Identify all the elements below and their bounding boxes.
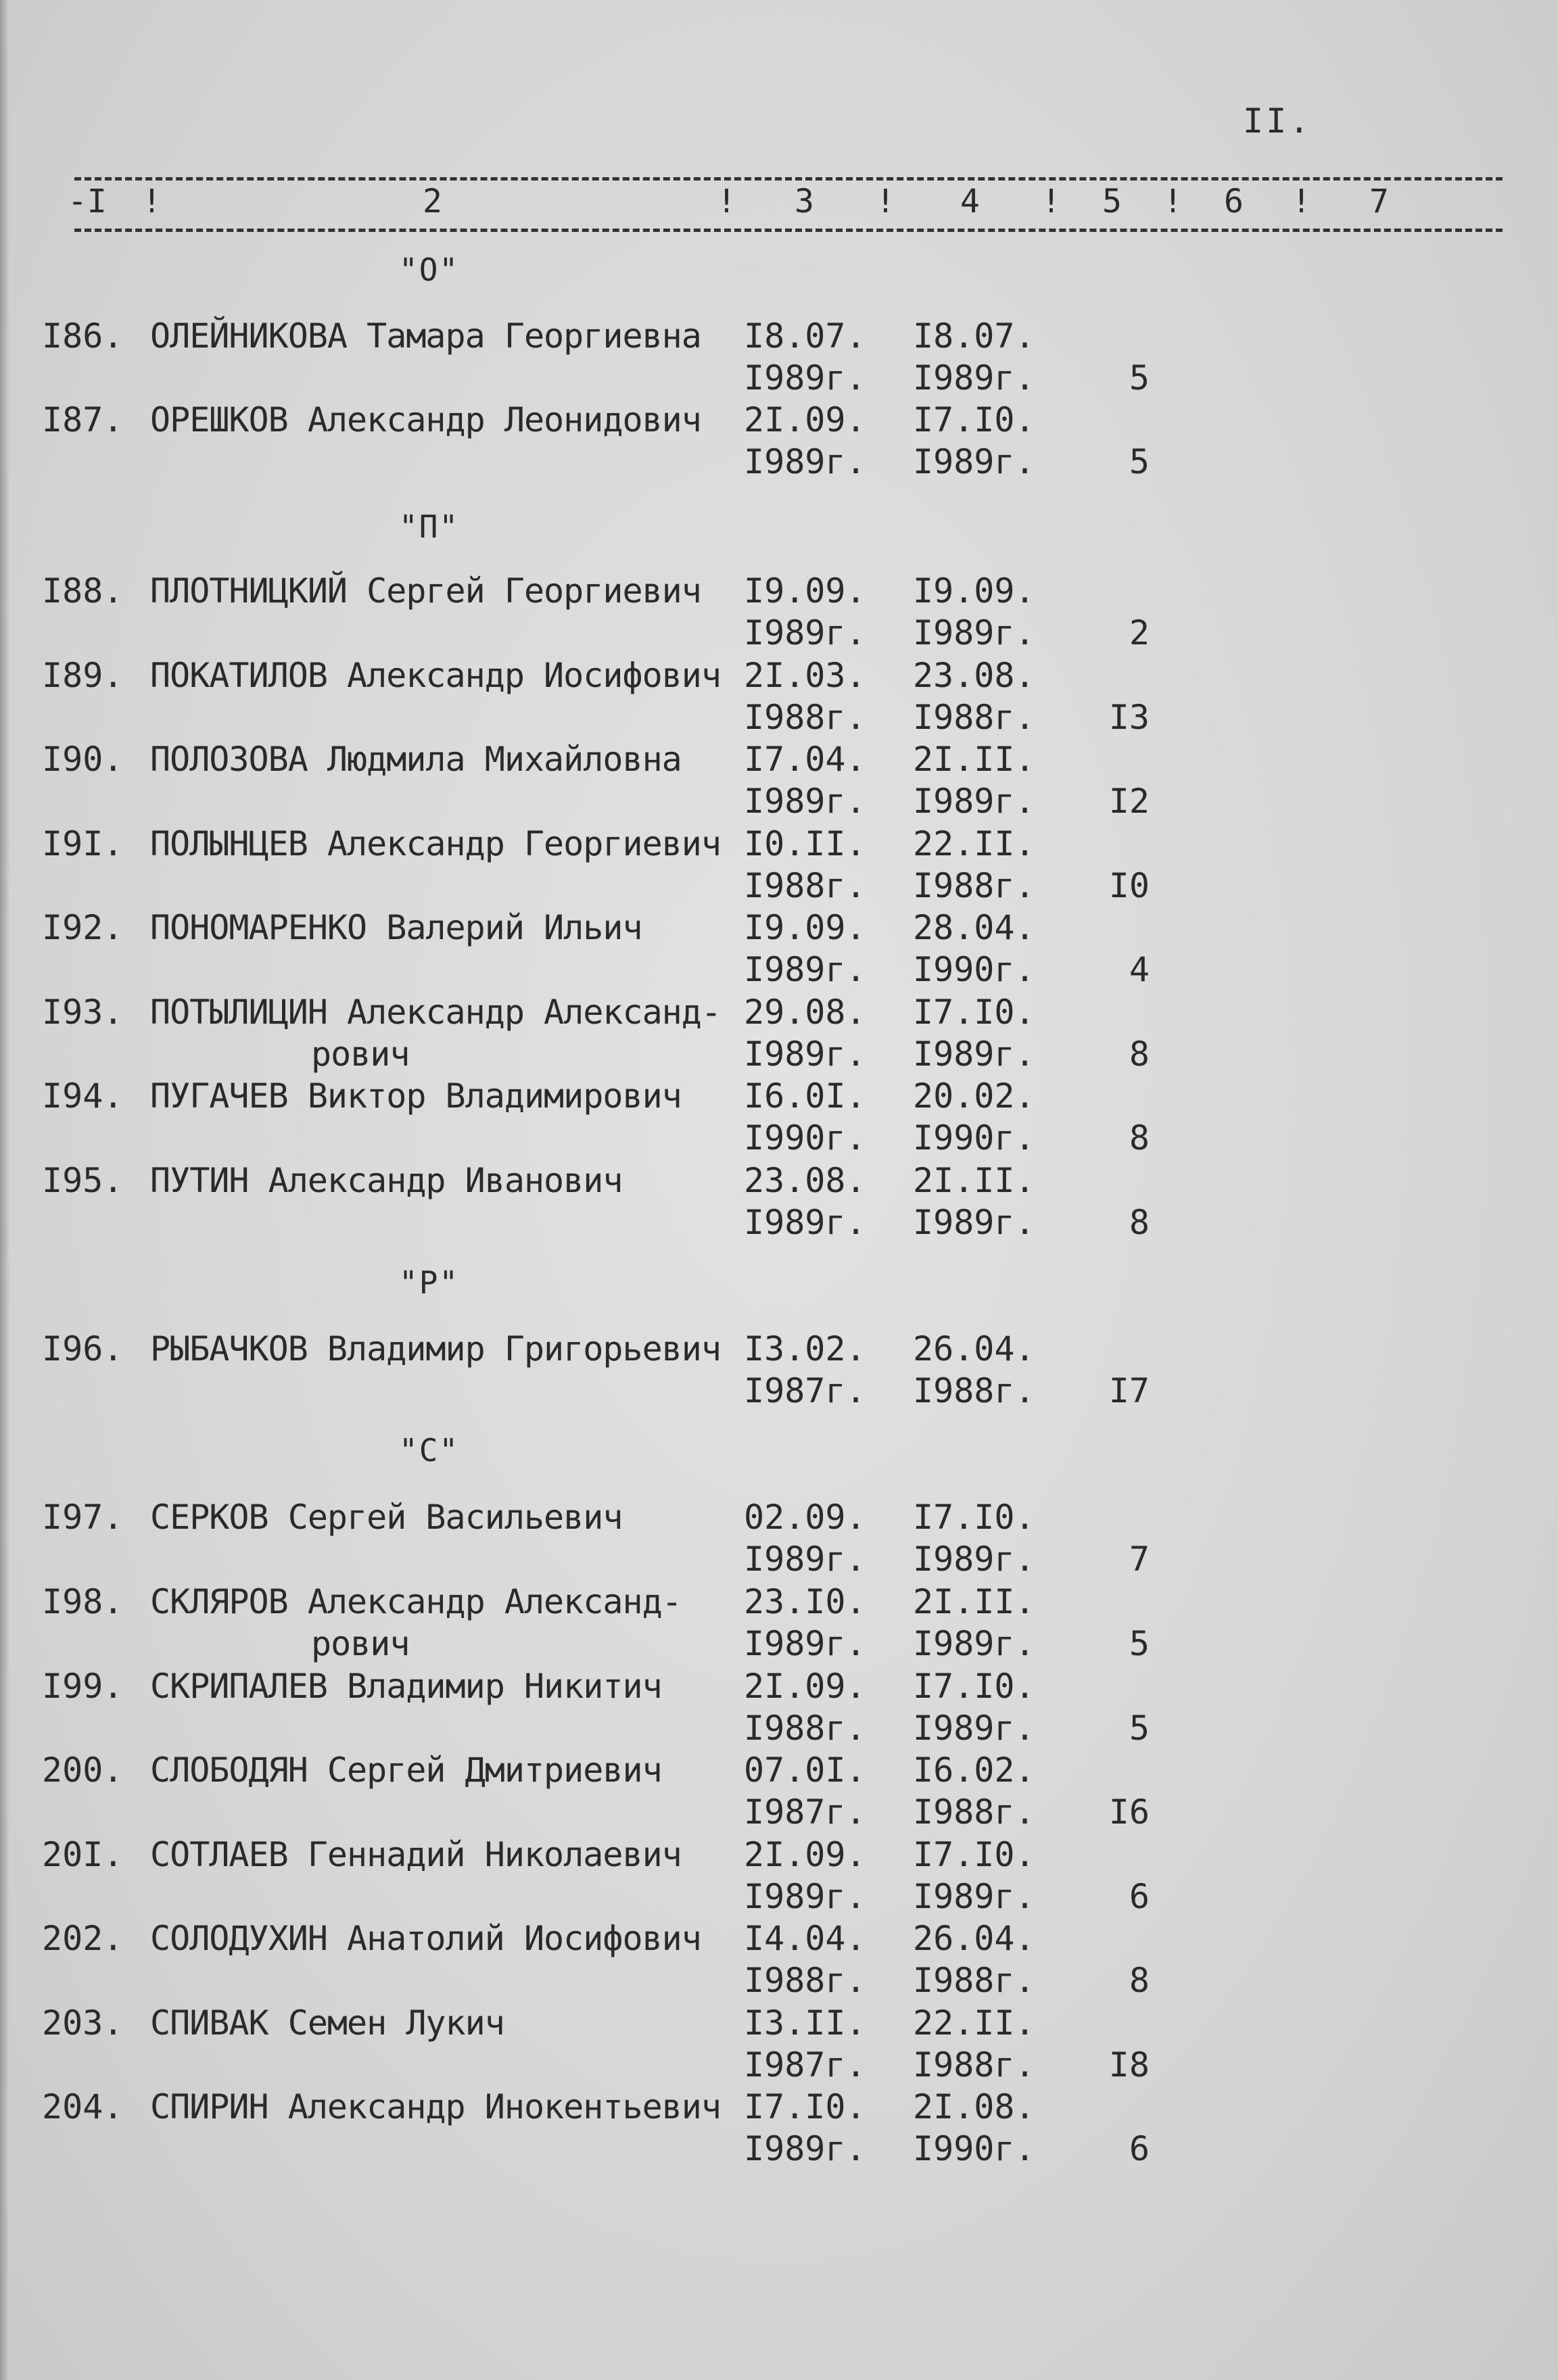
start-date-day: 23.I0.	[744, 1582, 866, 1621]
start-date-year: I989г.	[744, 1540, 866, 1579]
row-number: I99.	[42, 1667, 124, 1706]
table-row	[0, 1835, 1558, 1923]
person-name: СКЛЯРОВ Александр Александ-	[150, 1582, 682, 1621]
column-separator: !	[1292, 183, 1311, 220]
table-row	[0, 1751, 1558, 1838]
quantity: 4	[1129, 950, 1150, 989]
table-row	[0, 908, 1558, 996]
end-date-year: I989г.	[913, 1709, 1035, 1748]
column-header-5: 5	[1102, 183, 1122, 220]
quantity: 2	[1129, 613, 1150, 652]
quantity: 7	[1129, 1540, 1150, 1579]
quantity: 8	[1129, 1203, 1150, 1242]
start-date-year: I989г.	[744, 1034, 866, 1074]
end-date-year: I989г.	[913, 1624, 1035, 1663]
person-name: СПИВАК Семен Лукич	[150, 2003, 504, 2043]
end-date-day: I7.I0.	[913, 1835, 1035, 1874]
column-header-row	[68, 183, 1508, 230]
section-letter-s: "С"	[399, 1432, 460, 1469]
end-date-year: I988г.	[913, 866, 1035, 905]
end-date-day: 22.II.	[913, 2003, 1035, 2043]
end-date-year: I989г.	[913, 613, 1035, 652]
end-date-day: 26.04.	[913, 1329, 1035, 1368]
end-date-day: I9.09.	[913, 571, 1035, 611]
quantity: I0	[1108, 866, 1150, 905]
column-header-6: 6	[1224, 183, 1244, 220]
table-row	[0, 740, 1558, 828]
person-name: СКРИПАЛЕВ Владимир Никитич	[150, 1667, 662, 1706]
row-number: 202.	[42, 1919, 124, 1958]
start-date-year: I988г.	[744, 866, 866, 905]
person-name: СОТЛАЕВ Геннадий Николаевич	[150, 1835, 682, 1874]
person-name: ПОЛОЗОВА Людмила Михайловна	[150, 740, 682, 779]
header-top-rule	[74, 177, 1503, 181]
table-row	[0, 2087, 1558, 2175]
person-name: ПОТЫЛИЦИН Александр Александ-	[150, 993, 721, 1032]
table-row	[0, 1329, 1558, 1417]
end-date-day: I7.I0.	[913, 1667, 1035, 1706]
quantity: 8	[1129, 1961, 1150, 2000]
end-date-year: I990г.	[913, 950, 1035, 989]
column-separator: !	[876, 183, 895, 220]
quantity: 6	[1129, 2129, 1150, 2168]
start-date-day: 2I.03.	[744, 656, 866, 695]
person-name: СЛОБОДЯН Сергей Дмитриевич	[150, 1751, 662, 1790]
start-date-year: I989г.	[744, 1624, 866, 1663]
page-number: II.	[1243, 101, 1313, 141]
quantity: 5	[1129, 1624, 1150, 1663]
start-date-day: I0.II.	[744, 824, 866, 863]
person-name: ПОКАТИЛОВ Александр Иосифович	[150, 656, 721, 695]
row-number: 20I.	[42, 1835, 124, 1874]
row-number: 204.	[42, 2087, 124, 2126]
start-date-day: 07.0I.	[744, 1751, 866, 1790]
start-date-day: I7.04.	[744, 740, 866, 779]
column-separator: !	[1163, 183, 1183, 220]
end-date-day: 2I.II.	[913, 740, 1035, 779]
end-date-day: I7.I0.	[913, 1498, 1035, 1537]
quantity: I7	[1108, 1371, 1150, 1410]
start-date-day: I9.09.	[744, 908, 866, 947]
table-row	[0, 1919, 1558, 2007]
start-date-day: I4.04.	[744, 1919, 866, 1958]
end-date-year: I990г.	[913, 1118, 1035, 1158]
person-name: СОЛОДУХИН Анатолий Иосифович	[150, 1919, 701, 1958]
person-name-continuation: рович	[311, 1624, 410, 1663]
column-header-2: 2	[423, 183, 442, 220]
column-separator: !	[717, 183, 736, 220]
end-date-year: I989г.	[913, 1877, 1035, 1916]
table-row	[0, 2003, 1558, 2091]
start-date-day: I6.0I.	[744, 1076, 866, 1116]
row-number: 200.	[42, 1751, 124, 1790]
end-date-year: I989г.	[913, 1203, 1035, 1242]
quantity: 5	[1129, 442, 1150, 481]
column-separator: !	[142, 183, 162, 220]
end-date-day: 2I.II.	[913, 1161, 1035, 1200]
end-date-day: 2I.II.	[913, 1582, 1035, 1621]
start-date-year: I987г.	[744, 1371, 866, 1410]
row-number: I89.	[42, 656, 124, 695]
person-name: ОЛЕЙНИКОВА Тамара Георгиевна	[150, 316, 701, 356]
row-number: I87.	[42, 400, 124, 439]
section-letter-o: "О"	[399, 252, 460, 288]
column-header-1: -I	[68, 183, 107, 220]
row-number: I93.	[42, 993, 124, 1032]
table-row	[0, 400, 1558, 488]
row-number: I96.	[42, 1329, 124, 1368]
start-date-day: 02.09.	[744, 1498, 866, 1537]
start-date-day: 2I.09.	[744, 1835, 866, 1874]
end-date-year: I989г.	[913, 358, 1035, 398]
person-name: ПЛОТНИЦКИЙ Сергей Георгиевич	[150, 571, 701, 611]
start-date-year: I989г.	[744, 782, 866, 821]
start-date-year: I989г.	[744, 613, 866, 652]
row-number: I90.	[42, 740, 124, 779]
end-date-year: I988г.	[913, 698, 1035, 737]
end-date-day: 23.08.	[913, 656, 1035, 695]
start-date-year: I988г.	[744, 698, 866, 737]
end-date-day: 22.II.	[913, 824, 1035, 863]
row-number: I95.	[42, 1161, 124, 1200]
table-row	[0, 1498, 1558, 1586]
person-name: РЫБАЧКОВ Владимир Григорьевич	[150, 1329, 721, 1368]
table-row	[0, 571, 1558, 659]
start-date-day: 29.08.	[744, 993, 866, 1032]
person-name: ОРЕШКОВ Александр Леонидович	[150, 400, 701, 439]
quantity: I3	[1108, 698, 1150, 737]
column-header-7: 7	[1369, 183, 1389, 220]
column-separator: !	[1041, 183, 1061, 220]
person-name: ПОНОМАРЕНКО Валерий Ильич	[150, 908, 642, 947]
table-row	[0, 1582, 1558, 1670]
end-date-day: 28.04.	[913, 908, 1035, 947]
start-date-year: I988г.	[744, 1961, 866, 2000]
row-number: I98.	[42, 1582, 124, 1621]
header-bottom-rule	[74, 229, 1503, 232]
column-header-4: 4	[960, 183, 980, 220]
row-number: I94.	[42, 1076, 124, 1116]
column-header-3: 3	[795, 183, 814, 220]
end-date-year: I988г.	[913, 1961, 1035, 2000]
row-number: I92.	[42, 908, 124, 947]
end-date-day: I6.02.	[913, 1751, 1035, 1790]
end-date-year: I989г.	[913, 1540, 1035, 1579]
start-date-year: I989г.	[744, 358, 866, 398]
table-row	[0, 656, 1558, 744]
start-date-year: I987г.	[744, 1792, 866, 1832]
table-row	[0, 1667, 1558, 1755]
row-number: I86.	[42, 316, 124, 356]
person-name: ПУГАЧЕВ Виктор Владимирович	[150, 1076, 682, 1116]
section-letter-p: "П"	[399, 508, 460, 545]
person-name: ПОЛЫНЦЕВ Александр Георгиевич	[150, 824, 721, 863]
start-date-day: I3.II.	[744, 2003, 866, 2043]
start-date-year: I989г.	[744, 950, 866, 989]
end-date-year: I989г.	[913, 1034, 1035, 1074]
start-date-day: I7.I0.	[744, 2087, 866, 2126]
end-date-day: 2I.08.	[913, 2087, 1035, 2126]
section-letter-r: "Р"	[399, 1264, 460, 1301]
row-number: 203.	[42, 2003, 124, 2043]
quantity: 5	[1129, 358, 1150, 398]
quantity: 6	[1129, 1877, 1150, 1916]
quantity: I6	[1108, 1792, 1150, 1832]
start-date-year: I989г.	[744, 442, 866, 481]
start-date-year: I988г.	[744, 1709, 866, 1748]
row-number: I88.	[42, 571, 124, 611]
person-name-continuation: рович	[311, 1034, 410, 1074]
quantity: 8	[1129, 1034, 1150, 1074]
start-date-day: 2I.09.	[744, 1667, 866, 1706]
table-row	[0, 1076, 1558, 1164]
end-date-day: 26.04.	[913, 1919, 1035, 1958]
start-date-day: I8.07.	[744, 316, 866, 356]
end-date-year: I988г.	[913, 1371, 1035, 1410]
start-date-year: I990г.	[744, 1118, 866, 1158]
end-date-year: I990г.	[913, 2129, 1035, 2168]
row-number: I97.	[42, 1498, 124, 1537]
table-row	[0, 1161, 1558, 1249]
table-row	[0, 993, 1558, 1080]
row-number: I9I.	[42, 824, 124, 863]
end-date-year: I988г.	[913, 1792, 1035, 1832]
table-row	[0, 316, 1558, 404]
start-date-year: I989г.	[744, 2129, 866, 2168]
start-date-year: I989г.	[744, 1877, 866, 1916]
person-name: СПИРИН Александр Инокентьевич	[150, 2087, 721, 2126]
quantity: I8	[1108, 2045, 1150, 2085]
start-date-day: 23.08.	[744, 1161, 866, 1200]
start-date-day: I3.02.	[744, 1329, 866, 1368]
quantity: 8	[1129, 1118, 1150, 1158]
start-date-year: I987г.	[744, 2045, 866, 2085]
end-date-day: I7.I0.	[913, 400, 1035, 439]
end-date-year: I989г.	[913, 782, 1035, 821]
end-date-day: I7.I0.	[913, 993, 1035, 1032]
table-row	[0, 824, 1558, 912]
start-date-day: I9.09.	[744, 571, 866, 611]
start-date-year: I989г.	[744, 1203, 866, 1242]
end-date-day: 20.02.	[913, 1076, 1035, 1116]
start-date-day: 2I.09.	[744, 400, 866, 439]
person-name: СЕРКОВ Сергей Васильевич	[150, 1498, 623, 1537]
quantity: 5	[1129, 1709, 1150, 1748]
end-date-year: I988г.	[913, 2045, 1035, 2085]
end-date-year: I989г.	[913, 442, 1035, 481]
end-date-day: I8.07.	[913, 316, 1035, 356]
quantity: I2	[1108, 782, 1150, 821]
person-name: ПУТИН Александр Иванович	[150, 1161, 623, 1200]
